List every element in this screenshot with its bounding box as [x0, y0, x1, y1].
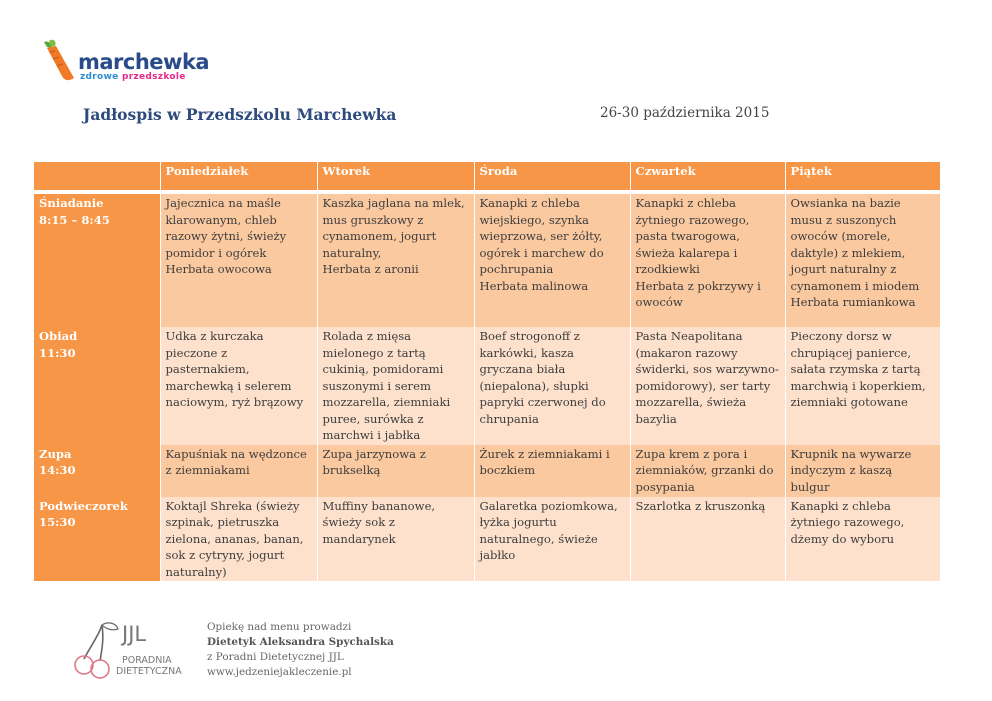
menu-table [34, 162, 941, 581]
logo-wordmark: marchewka [78, 50, 210, 74]
day-header: Wtorek [317, 162, 474, 192]
menu-cell: Muffiny bananowe, świeży sok z mandarynek [317, 497, 474, 582]
svg-text:JJL: JJL [122, 622, 147, 646]
date-range: 26-30 października 2015 [600, 105, 770, 121]
menu-cell: Kaszka jaglana na mlek, mus gruszkowy z cynamonem, jogurt naturalny, Herbata z aronii [317, 192, 474, 327]
marchewka-logo [38, 38, 238, 88]
meal-label: Zupa 14:30 [34, 445, 160, 497]
dietitian-name: Dietetyk Aleksandra Spychalska [207, 636, 394, 648]
table-header-row [34, 162, 940, 192]
cherry-icon [72, 615, 202, 685]
menu-cell: Galaretka poziomkowa, łyżka jogurtu naturalnego, świeże jabłko [474, 497, 630, 582]
footer-line: z Poradni Dietetycznej JJL [207, 651, 344, 663]
logo-tagline: zdrowe przedszkole [80, 72, 186, 82]
corner-cell [34, 162, 160, 192]
svg-text:PORADNIA: PORADNIA [122, 655, 172, 666]
meal-label: Podwieczorek 15:30 [34, 497, 160, 582]
day-header: Piątek [785, 162, 940, 192]
day-header: Czwartek [630, 162, 785, 192]
menu-cell: Kanapki z chleba wiejskiego, szynka wieprzowa, ser żółty, ogórek i marchew do pochrupania Herbata malinowa [474, 192, 630, 327]
menu-cell: Kapuśniak na wędzonce z ziemniakami [160, 445, 317, 497]
carrot-icon [38, 38, 78, 82]
menu-cell: Kanapki z chleba żytniego razowego, dżemy do wyboru [785, 497, 940, 582]
menu-cell: Koktajl Shreka (świeży szpinak, pietruszka zielona, ananas, banan, sok z cytryny, jogurt naturalny) [160, 497, 317, 582]
svg-text:DIETETYCZNA: DIETETYCZNA [116, 666, 182, 677]
menu-cell: Owsianka na bazie musu z suszonych owoców (morele, daktyle) z mlekiem, jogurt naturalny z cynamonem i miodem Herbata rumiankowa [785, 192, 940, 327]
day-header: Środa [474, 162, 630, 192]
menu-cell: Pasta Neapolitana (makaron razowy świderki, sos warzywno-pomidorowy), ser tarty mozzarella, świeża bazylia [630, 327, 785, 445]
menu-cell: Żurek z ziemniakami i boczkiem [474, 445, 630, 497]
menu-cell: Zupa jarzynowa z brukselką [317, 445, 474, 497]
website-link[interactable]: www.jedzeniejakleczenie.pl [207, 666, 352, 678]
menu-cell: Krupnik na wywarze indyczym z kaszą bulgur [785, 445, 940, 497]
footer-line: Opiekę nad menu prowadzi [207, 621, 352, 633]
menu-cell: Rolada z mięsa mielonego z tartą cukinią, pomidorami suszonymi i serem mozzarella, ziemniaki puree, surówka z marchwi i jabłka [317, 327, 474, 445]
table-row [34, 445, 940, 497]
menu-cell: Kanapki z chleba żytniego razowego, pasta twarogowa, świeża kalarepa i rzodkiewki Herbata z pokrzywy i owoców [630, 192, 785, 327]
table-row [34, 192, 940, 327]
menu-cell: Zupa krem z pora i ziemniaków, grzanki do posypania [630, 445, 785, 497]
meal-label: Obiad 11:30 [34, 327, 160, 445]
meal-label: Śniadanie 8:15 – 8:45 [34, 192, 160, 327]
page-title: Jadłospis w Przedszkolu Marchewka [83, 105, 397, 124]
menu-cell: Jajecznica na maśle klarowanym, chleb razowy żytni, świeży pomidor i ogórek Herbata owocowa [160, 192, 317, 327]
menu-cell: Udka z kurczaka pieczone z pasternakiem, marchewką i selerem naciowym, ryż brązowy [160, 327, 317, 445]
table-row [34, 497, 940, 582]
table-row [34, 327, 940, 445]
day-header: Poniedziałek [160, 162, 317, 192]
footer-credits [207, 620, 394, 680]
jjl-clinic-logo [72, 615, 202, 685]
menu-cell: Szarlotka z kruszonką [630, 497, 785, 582]
menu-cell: Boef strogonoff z karkówki, kasza gryczana biała (niepalona), słupki papryki czerwonej do chrupania [474, 327, 630, 445]
menu-cell: Pieczony dorsz w chrupiącej panierce, sałata rzymska z tartą marchwią i koperkiem, ziemniaki gotowane [785, 327, 940, 445]
